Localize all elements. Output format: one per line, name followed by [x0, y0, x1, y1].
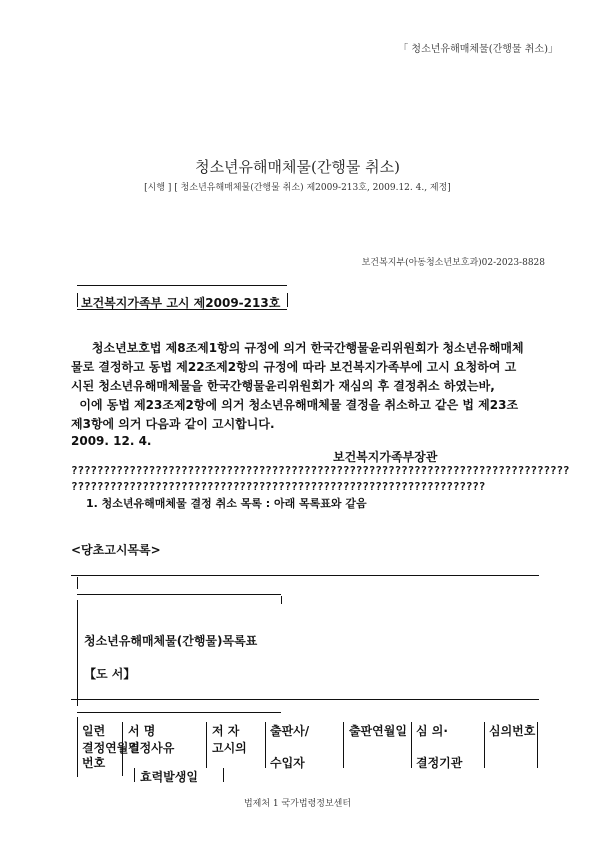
col-header-publisher: 출판사/: [270, 724, 310, 738]
notice-paragraph-line-5: 제3항에 의거 다음과 같이 고시합니다.: [71, 417, 275, 431]
notice-paragraph-line-4: 이에 동법 제23조제2항에 의거 청소년유해매체물 결정을 취소하고 같은 법 제23조: [79, 398, 519, 412]
box-left-bar: [77, 293, 78, 307]
list-box-left-bar: [77, 600, 78, 706]
table-top-line: [71, 699, 539, 700]
col-header-importer: 수입자: [270, 756, 305, 770]
col-sep-0: [77, 717, 78, 777]
box-right-bar: [287, 293, 288, 307]
list-box-tick: [77, 577, 78, 589]
col-sep-2: [206, 722, 207, 768]
book-section-label: 【도 서】: [84, 667, 136, 681]
page-footer: 법제처 1 국가법령정보센터: [243, 799, 352, 809]
col-header-decision-body: 결정기관: [416, 756, 463, 770]
notice-paragraph-line-3: 시된 청소년유해매체물을 한국간행물윤리위원회가 재심의 후 결정취소 하였는바,: [71, 379, 495, 393]
col-header-serial: 일련: [82, 724, 106, 738]
document-title: 청소년유해매체물(간행물 취소): [195, 158, 400, 176]
notice-signer: 보건복지가족부장관: [333, 450, 438, 464]
list-heading: <당초고시목록>: [71, 543, 161, 557]
col-header-notice: 고시의: [212, 741, 247, 755]
col-header-title: 서 명: [128, 724, 156, 738]
list-box-top-line: [71, 575, 539, 576]
col-sep-7: [537, 722, 538, 768]
garbled-text-line-1: ?????????????????????????????????????????????????????????????????????????????: [71, 464, 570, 477]
department-contact: 보건복지부(아동청소년보호과)02-2023-8828: [361, 258, 545, 268]
list-inner-top-line: [77, 594, 281, 595]
notice-paragraph-line-2: 물로 결정하고 동법 제22조제2항의 규정에 따라 보건복지가족부에 고시 요청하여 고: [71, 360, 517, 374]
col-header-review-no: 심의번호: [489, 724, 536, 738]
document-subtitle: [시행 ] [ 청소년유해매체물(간행물 취소) 제2009-213호, 2009.12. 4., 제정]: [144, 183, 451, 193]
col-header-pub-date: 출판연월일: [349, 724, 407, 738]
document-header-tag: 「 청소년유해매체물(간행물 취소)」: [398, 44, 558, 55]
table-title: 청소년유해매체물(간행물)목록표: [84, 634, 258, 648]
col-header-number: 번호: [82, 756, 106, 770]
col-header-decision-date: 결정연월일: [82, 741, 140, 755]
col-header-author: 저 자: [212, 724, 240, 738]
col-sep-4: [343, 722, 344, 768]
notice-date: 2009. 12. 4.: [71, 434, 152, 448]
col-sep-3: [265, 722, 266, 768]
garbled-text-line-2: ????????????????????????????????????????????????????????????????: [71, 480, 486, 493]
col-sep-5: [411, 722, 412, 768]
notice-title: 보건복지가족부 고시 제2009-213호: [81, 296, 281, 310]
col-sep-row4-left: [134, 768, 135, 782]
col-sep-row4-right: [223, 768, 224, 782]
box-top-line: [77, 285, 287, 286]
notice-item-1: 1. 청소년유해매체물 결정 취소 목록 : 아래 목록표와 같음: [86, 497, 367, 510]
col-header-effective-date: 효력발생일: [140, 770, 198, 784]
table-header-line: [77, 712, 281, 713]
col-sep-6: [484, 722, 485, 768]
col-header-decision-reason: 결정사유: [128, 741, 175, 755]
notice-paragraph-line-1: 청소년보호법 제8조제1항의 규정에 의거 한국간행물윤리위원회가 청소년유해매체: [91, 341, 524, 355]
list-inner-top-tick: [281, 596, 282, 604]
col-header-review: 심 의·: [416, 724, 448, 738]
